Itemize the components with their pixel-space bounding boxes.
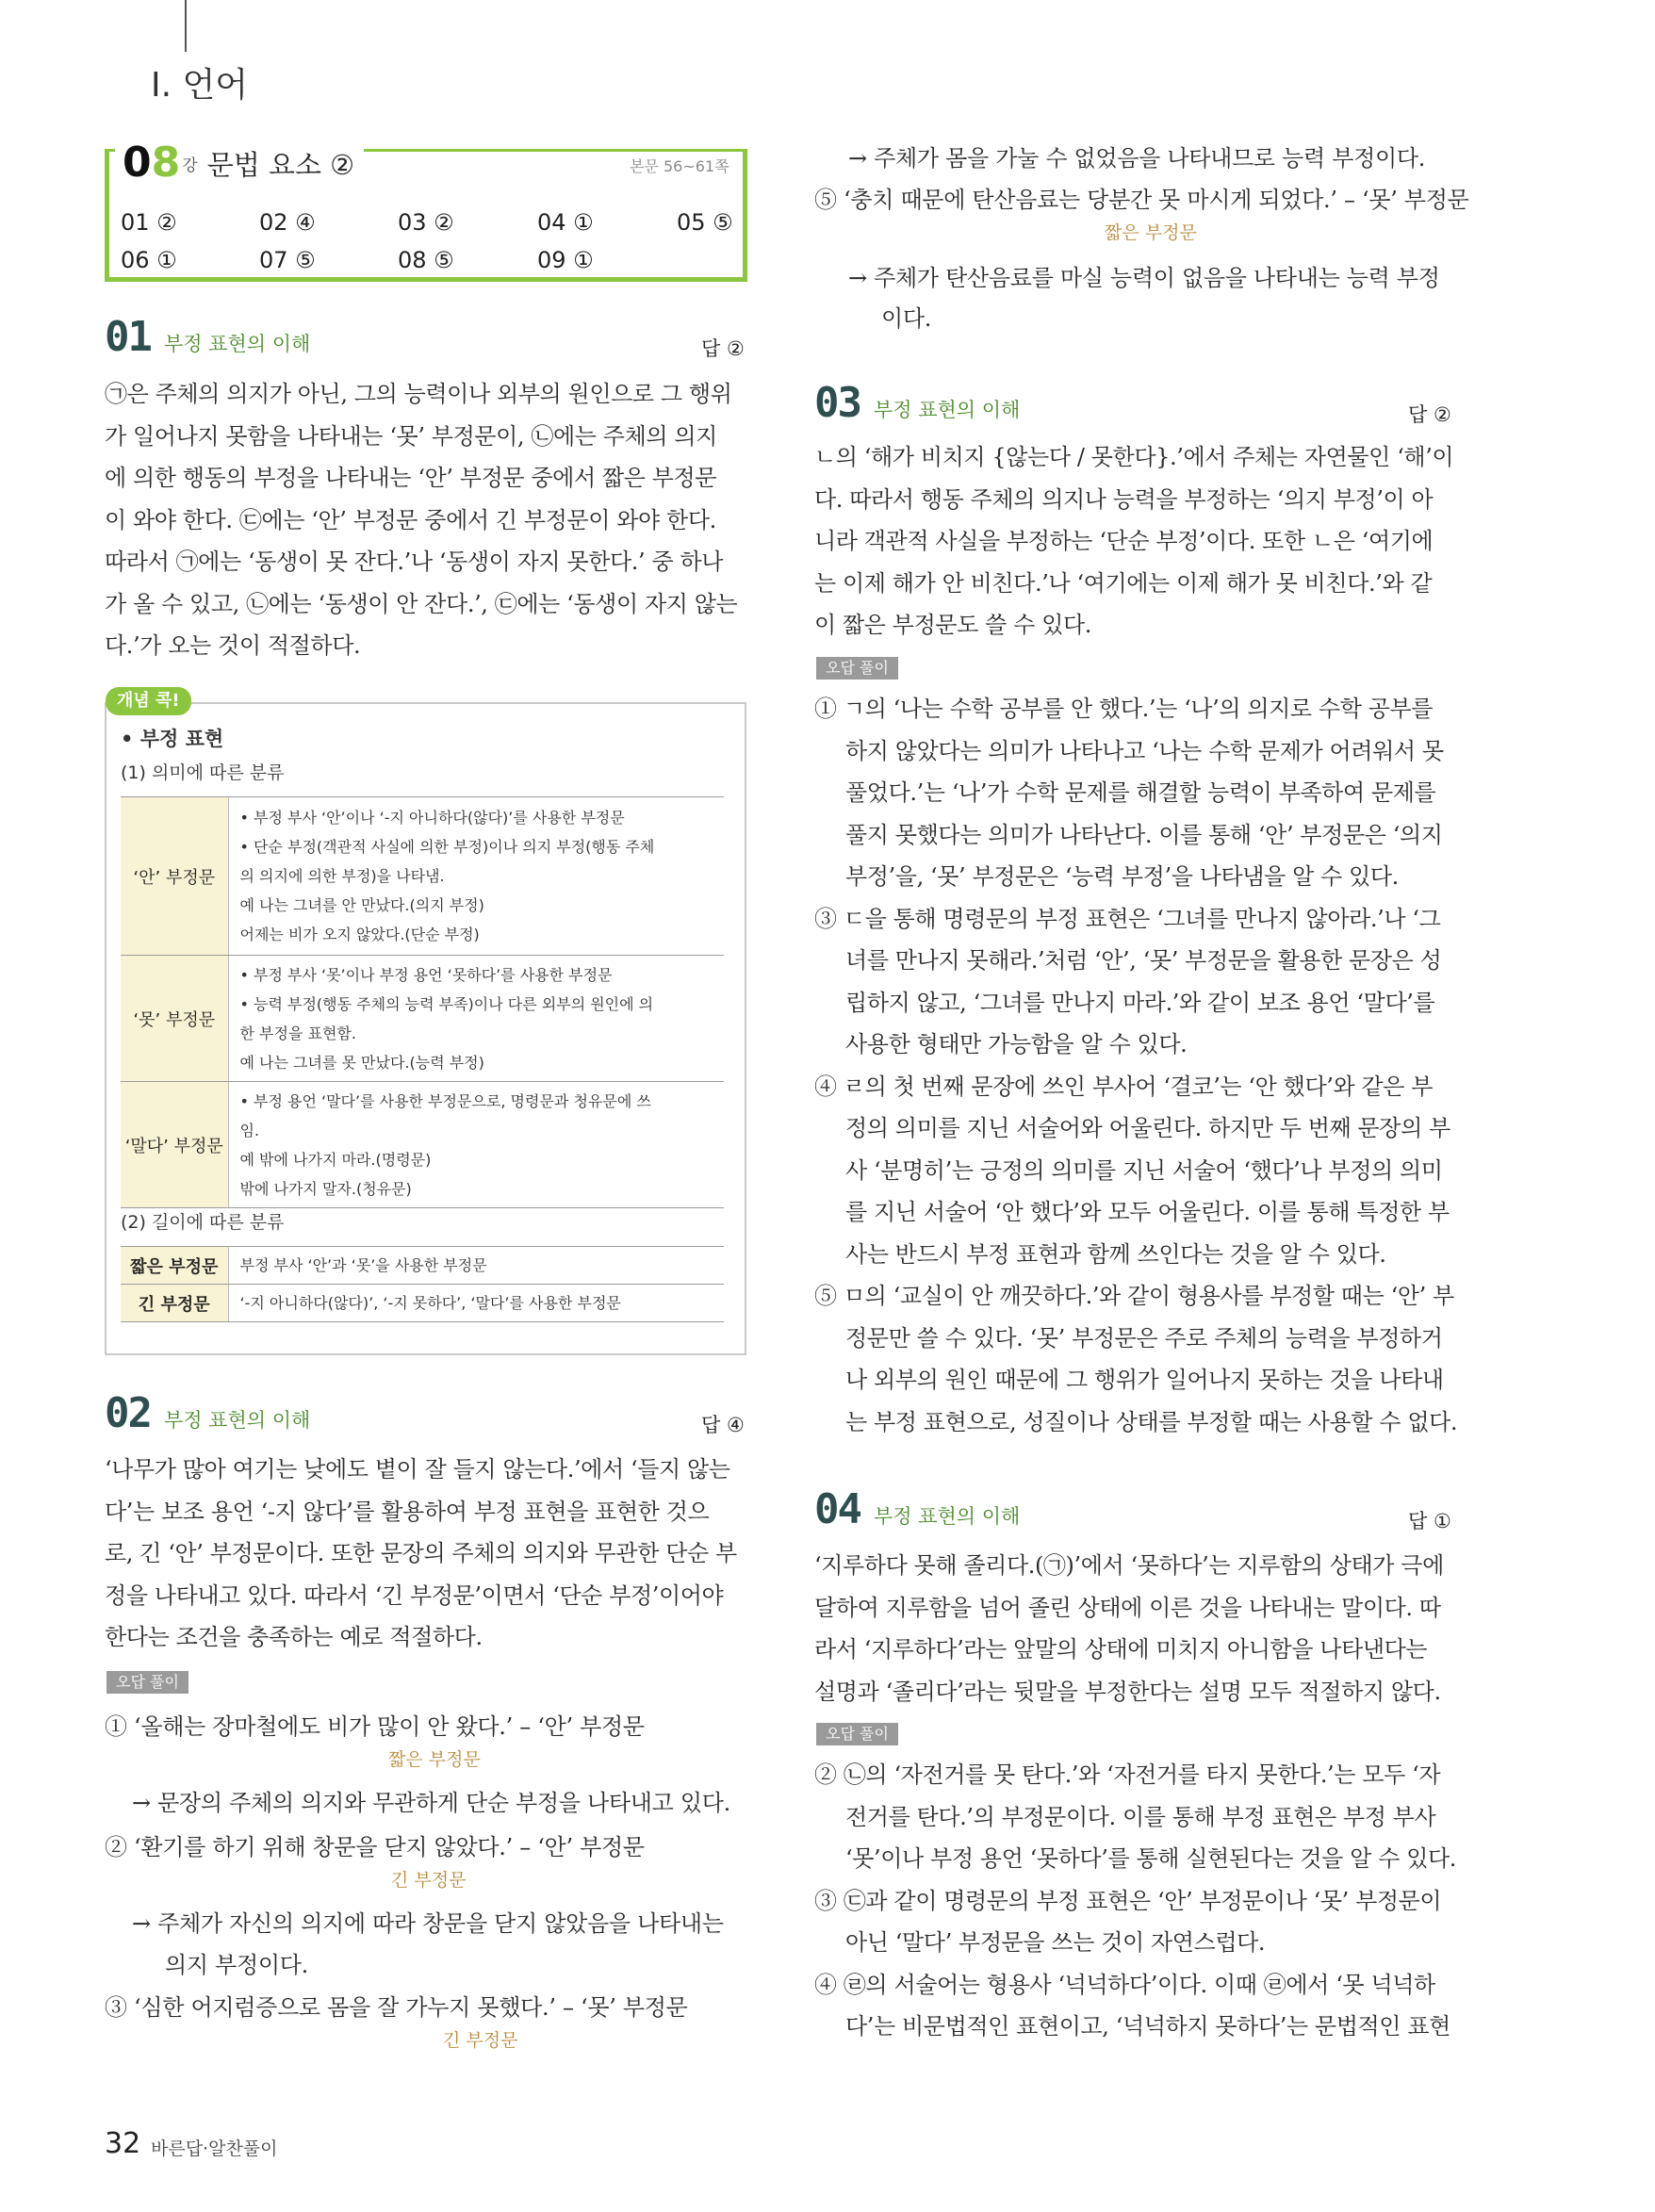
question-03-wrong-answers <box>814 688 1465 1443</box>
text-line: 풀지 못했다는 의미가 나타난다. 이를 통해 ‘안’ 부정문은 ‘의지 <box>845 821 1443 848</box>
page-number: 32 <box>105 2127 141 2160</box>
handwritten-note: 긴 부정문 <box>391 1870 467 1891</box>
desc-line: • 부정 부사 ‘안’이나 ‘-지 아니하다(않다)’를 사용한 부정문 <box>239 809 625 827</box>
chapter-jang-label: 강 <box>182 156 198 175</box>
text-line: 풀었다.’는 ‘나’가 수학 문제를 해결할 능력이 부족하여 문제를 <box>845 779 1436 806</box>
question-answer: 답 ① <box>1408 1510 1451 1532</box>
text-line: 이 짧은 부정문도 쓸 수 있다. <box>814 612 1091 638</box>
question-number: 03 <box>814 379 860 427</box>
text-line: 정의 의미를 지닌 서술어와 어울린다. 하지만 두 번째 문장의 부 <box>845 1115 1450 1141</box>
text-line: ‘지루하다 못해 졸리다.(㉠)’에서 ‘못하다’는 지루함의 상태가 극에 <box>814 1552 1444 1579</box>
question-answer: 답 ④ <box>701 1414 745 1436</box>
concept-subtitle: (1) 의미에 따른 분류 <box>121 762 285 783</box>
desc-line: 한 부정을 표현함. <box>239 1024 356 1042</box>
table-row <box>121 1285 724 1322</box>
text-line: 라서 ‘지루하다’라는 앞말의 상태에 미치지 아니함을 나타낸다는 <box>814 1636 1428 1663</box>
text-line: 이 와야 한다. ㉢에는 ‘안’ 부정문 중에서 긴 부정문이 와야 한다. <box>105 506 716 533</box>
desc-line: • 부정 부사 ‘못’이나 부정 용언 ‘못하다’를 사용한 부정문 <box>239 965 613 984</box>
question-03-explanation <box>814 436 1465 647</box>
answer-item: 01 ② <box>121 209 177 236</box>
text-line: ⑤ ㅁ의 ‘교실이 안 깨끗하다.’와 같이 형용사를 부정할 때는 ‘안’ 부 <box>814 1283 1454 1309</box>
header-rule <box>185 0 187 52</box>
handwritten-note: 긴 부정문 <box>443 2030 518 2051</box>
text-line: ② ㉡의 ‘자전거를 못 탄다.’와 ‘자전거를 타지 못한다.’는 모두 ‘자 <box>814 1761 1441 1788</box>
text-line: 정문만 쓸 수 있다. ‘못’ 부정문은 주로 주체의 능력을 부정하거 <box>845 1324 1443 1352</box>
desc-line: 예 나는 그녀를 못 만났다.(능력 부정) <box>239 1053 484 1072</box>
text-line: ④ ㄹ의 첫 번째 문장에 쓰인 부사어 ‘결코’는 ‘안 했다’와 같은 부 <box>814 1073 1434 1100</box>
text-line: 정을 나타내고 있다. 따라서 ‘긴 부정문’이면서 ‘단순 부정’이어야 <box>105 1581 724 1609</box>
option-explanation: → 주체가 탄산음료를 마실 능력이 없음을 나타내는 능력 부정 <box>848 265 1440 291</box>
wrong-answer-tag: 오답 풀이 <box>816 657 898 680</box>
option-explanation: → 주체가 몸을 가눌 수 없었음을 나타내므로 능력 부정이다. <box>848 145 1426 172</box>
text-line: 가 일어나지 못함을 나타내는 ‘못’ 부정문이, ㉡에는 주체의 의지 <box>105 422 717 450</box>
row-label: ‘못’ 부정문 <box>121 956 228 1082</box>
chapter-header <box>115 141 364 185</box>
text-line: ‘못’이나 부정 용언 ‘못하다’를 통해 실현된다는 것을 알 수 있다. <box>845 1845 1457 1872</box>
question-topic: 부정 표현의 이해 <box>163 333 311 355</box>
text-line: 다. 따라서 행동 주체의 의지나 능력을 부정하는 ‘의지 부정’이 아 <box>814 485 1434 513</box>
text-line: ‘나무가 많아 여기는 낮에도 볕이 잘 들지 않는다.’에서 ‘들지 않는 <box>105 1456 730 1483</box>
desc-line: 어제는 비가 오지 않았다.(단순 부정) <box>239 926 480 943</box>
wrong-answer-tag: 오답 풀이 <box>107 1671 188 1694</box>
question-04-wrong-answers <box>814 1754 1465 2048</box>
answer-item: 03 ② <box>398 209 454 236</box>
question-01-heading <box>105 313 310 361</box>
desc-line: 예 나는 그녀를 안 만났다.(의지 부정) <box>239 896 484 914</box>
text-line: 립하지 않고, ‘그녀를 만나지 마라.’와 같이 보조 용언 ‘말다’를 <box>845 989 1435 1016</box>
table-row <box>121 956 724 1082</box>
handwritten-note: 짧은 부정문 <box>1105 222 1197 243</box>
question-number: 02 <box>105 1389 151 1437</box>
question-03-heading <box>814 379 1020 427</box>
wrong-option: ① ‘올해는 장마철에도 비가 많이 안 왔다.’ – ‘안’ 부정문 <box>105 1713 645 1740</box>
row-description <box>228 797 724 956</box>
text-line: 설명과 ‘졸리다’라는 뒷말을 부정한다는 설명 모두 적절하지 않다. <box>814 1678 1441 1705</box>
answer-item: 05 ⑤ <box>677 209 733 236</box>
text-line: ③ ㄷ을 통해 명령문의 부정 표현은 ‘그녀를 만나지 않아라.’나 ‘그 <box>814 905 1441 932</box>
answer-item: 08 ⑤ <box>398 247 454 273</box>
question-topic: 부정 표현의 이해 <box>163 1409 311 1432</box>
question-02-explanation <box>105 1449 755 1659</box>
answer-item: 07 ⑤ <box>259 247 316 273</box>
desc-line: 의 의지에 의한 부정)을 나타냄. <box>239 867 445 885</box>
text-line: 아닌 ‘말다’ 부정문을 쓰는 것이 자연스럽다. <box>845 1929 1266 1956</box>
page-reference: 본문 56~61쪽 <box>626 155 733 176</box>
text-line: 가 올 수 있고, ㉡에는 ‘동생이 안 잔다.’, ㉢에는 ‘동생이 자지 않는 <box>105 590 738 617</box>
wrong-option: ② ‘환기를 하기 위해 창문을 닫지 않았다.’ – ‘안’ 부정문 <box>105 1834 645 1860</box>
row-label: 긴 부정문 <box>121 1285 228 1322</box>
concept-badge: 개념 콕! <box>106 687 191 715</box>
question-topic: 부정 표현의 이해 <box>873 399 1021 421</box>
text-line: ④ ㉣의 서술어는 형용사 ‘넉넉하다’이다. 이때 ㉣에서 ‘못 넉넉하 <box>814 1971 1435 1998</box>
question-number: 01 <box>105 313 151 361</box>
row-label: 짧은 부정문 <box>121 1247 228 1285</box>
handwritten-note: 짧은 부정문 <box>388 1749 481 1770</box>
text-line: 사는 반드시 부정 표현과 함께 쓰인다는 것을 알 수 있다. <box>845 1240 1386 1268</box>
text-line: 부정’을, ‘못’ 부정문은 ‘능력 부정’을 나타냄을 알 수 있다. <box>845 863 1399 890</box>
meaning-classification-table <box>121 796 724 1208</box>
answer-item: 04 ① <box>537 209 594 236</box>
text-line: 사용한 형태만 가능함을 알 수 있다. <box>845 1031 1188 1057</box>
desc-line: 임. <box>239 1121 260 1139</box>
text-line: 녀를 만나지 못해라.’처럼 ‘안’, ‘못’ 부정문을 활용한 문장은 성 <box>845 947 1442 974</box>
question-01-explanation <box>105 373 755 667</box>
answer-item: 09 ① <box>537 247 594 273</box>
desc-line: • 단순 부정(객관적 사실에 의한 부정)이나 의지 부정(행동 주체 <box>239 838 655 856</box>
question-02-heading <box>105 1389 310 1437</box>
desc-line: • 부정 용언 ‘말다’를 사용한 부정문으로, 명령문과 청유문에 쓰 <box>239 1091 651 1110</box>
table-row <box>121 1247 724 1285</box>
concept-title: • 부정 표현 <box>121 728 224 750</box>
text-line: ① ㄱ의 ‘나는 수학 공부를 안 했다.’는 ‘나’의 의지로 수학 공부를 <box>814 696 1434 722</box>
text-line: ㉠은 주체의 의지가 아닌, 그의 능력이나 외부의 원인으로 그 행위 <box>105 381 732 407</box>
text-line: 한다는 조건을 충족하는 예로 적절하다. <box>105 1624 483 1650</box>
text-line: 니라 객관적 사실을 부정하는 ‘단순 부정’이다. 또한 ㄴ은 ‘여기에 <box>814 528 1434 554</box>
chapter-title: 문법 요소 ② <box>206 148 355 181</box>
text-line: 다.’가 오는 것이 적절하다. <box>105 632 361 659</box>
row-description <box>228 956 724 1082</box>
text-line: 다’는 보조 용언 ‘-지 않다’를 활용하여 부정 표현을 표현한 것으 <box>105 1498 710 1525</box>
question-04-heading <box>814 1485 1020 1533</box>
wrong-answer-tag: 오답 풀이 <box>816 1723 898 1745</box>
text-line: 로, 긴 ‘안’ 부정문이다. 또한 문장의 주체의 의지와 무관한 단순 부 <box>105 1540 737 1566</box>
text-line: 전거를 탄다.’의 부정문이다. 이를 통해 부정 표현은 부정 부사 <box>845 1803 1436 1830</box>
wrong-option: ③ ‘심한 어지럼증으로 몸을 잘 가누지 못했다.’ – ‘못’ 부정문 <box>105 1994 688 2021</box>
text-line: 는 이제 해가 안 비친다.’나 ‘여기에는 이제 해가 못 비친다.’와 같 <box>814 569 1433 597</box>
chapter-number: 08 <box>123 139 181 187</box>
question-04-explanation <box>814 1545 1465 1712</box>
text-line: 사 ‘분명히’는 긍정의 의미를 지닌 서술어 ‘했다’나 부정의 의미 <box>845 1156 1443 1184</box>
text-line: ③ ㉢과 같이 명령문의 부정 표현은 ‘안’ 부정문이나 ‘못’ 부정문이 <box>814 1887 1442 1914</box>
row-description: ‘-지 아니하다(않다)’, ‘-지 못하다’, ‘말다’를 사용한 부정문 <box>228 1285 724 1322</box>
text-line: 나 외부의 원인 때문에 그 행위가 일어나지 못하는 것을 나타내 <box>845 1367 1444 1393</box>
question-answer: 답 ② <box>701 337 745 360</box>
concept-subtitle: (2) 길이에 따른 분류 <box>121 1212 285 1233</box>
length-classification-table <box>121 1246 724 1322</box>
text-line: 달하여 지루함을 넘어 졸린 상태에 이른 것을 나타내는 말이다. 따 <box>814 1594 1441 1621</box>
option-explanation: → 문장의 주체의 의지와 무관하게 단순 부정을 나타내고 있다. <box>132 1790 730 1816</box>
text-line: 하지 않았다는 의미가 나타나고 ‘나는 수학 문제가 어려워서 못 <box>845 737 1444 764</box>
option-explanation: 의지 부정이다. <box>165 1952 308 1978</box>
table-row <box>121 1082 724 1208</box>
text-line: 따라서 ㉠에는 ‘동생이 못 잔다.’나 ‘동생이 자지 못한다.’ 중 하나 <box>105 549 724 575</box>
row-label: ‘말다’ 부정문 <box>121 1082 228 1208</box>
question-number: 04 <box>814 1485 860 1533</box>
desc-line: • 능력 부정(행동 주체의 능력 부족)이나 다른 외부의 원인에 의 <box>239 994 654 1013</box>
text-line: 다’는 비문법적인 표현이고, ‘넉넉하지 못하다’는 문법적인 표현 <box>845 2013 1450 2040</box>
footer-title: 바른답·알찬풀이 <box>151 2138 278 2159</box>
row-description <box>228 1082 724 1208</box>
question-answer: 답 ② <box>1408 403 1451 426</box>
answer-item: 06 ① <box>121 247 177 273</box>
table-row <box>121 797 724 956</box>
row-label: ‘안’ 부정문 <box>121 797 228 956</box>
desc-line: 밖에 나가지 말자.(청유문) <box>239 1179 412 1198</box>
option-explanation: 이다. <box>881 305 932 332</box>
row-description: 부정 부사 ‘안’과 ‘못’을 사용한 부정문 <box>228 1247 724 1285</box>
text-line: ㄴ의 ‘해가 비치지 {않는다 / 못한다}.’에서 주체는 자연물인 ‘해’이 <box>814 444 1454 470</box>
option-explanation: → 주체가 자신의 의지에 따라 창문을 닫지 않았음을 나타내는 <box>132 1910 724 1937</box>
section-title: Ⅰ. 언어 <box>151 66 249 105</box>
text-line: 는 부정 표현으로, 성질이나 상태를 부정할 때는 사용할 수 없다. <box>845 1408 1458 1435</box>
answer-item: 02 ④ <box>259 209 316 236</box>
text-line: 를 지닌 서술어 ‘안 했다’와 모두 어울린다. 이를 통해 특정한 부 <box>845 1199 1450 1225</box>
wrong-option: ⑤ ‘충치 때문에 탄산음료는 당분간 못 마시게 되었다.’ – ‘못’ 부정문 <box>814 187 1469 213</box>
question-topic: 부정 표현의 이해 <box>873 1505 1021 1528</box>
text-line: 에 의한 행동의 부정을 나타내는 ‘안’ 부정문 중에서 짧은 부정문 <box>105 465 717 491</box>
desc-line: 예 밖에 나가지 마라.(명령문) <box>239 1150 432 1169</box>
